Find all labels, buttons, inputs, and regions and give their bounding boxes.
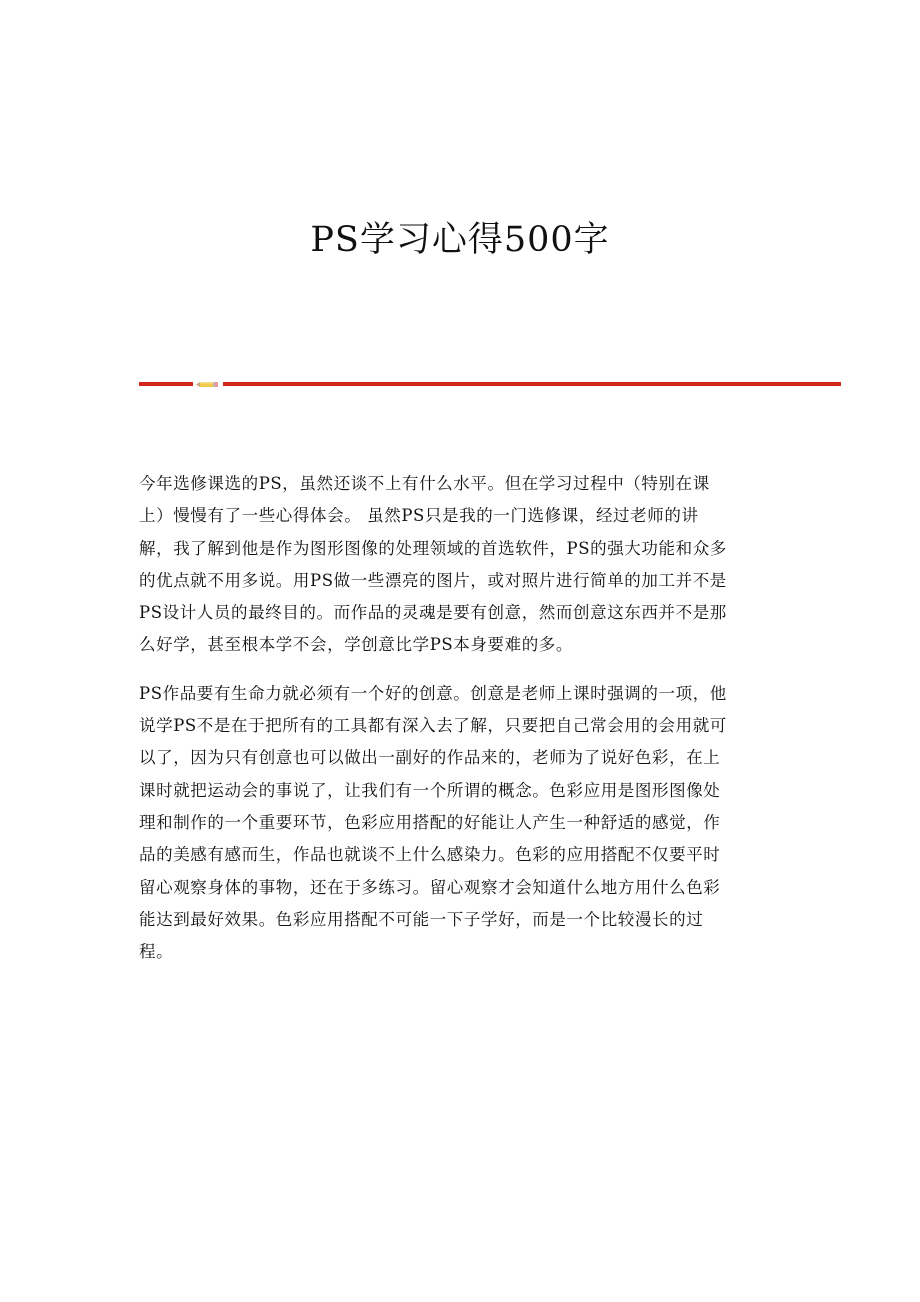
text-line: 程。	[139, 942, 174, 962]
text-line: 以了，因为只有创意也可以做出一副好的作品来的，老师为了说好色彩，在上	[139, 748, 721, 768]
text-line: 说学PS不是在于把所有的工具都有深入去了解，只要把自己常会用的会用就可	[139, 716, 727, 736]
divider-line-left	[139, 382, 193, 386]
text-line: PS设计人员的最终目的。而作品的灵魂是要有创意，然而创意这东西并不是那	[139, 603, 727, 623]
text-line: 品的美感有感而生，作品也就谈不上什么感染力。色彩的应用搭配不仅要平时	[139, 845, 721, 865]
text-line: 课时就把运动会的事说了，让我们有一个所谓的概念。色彩应用是图形图像处	[139, 780, 721, 800]
text-line: 理和制作的一个重要环节，色彩应用搭配的好能让人产生一种舒适的感觉，作	[139, 812, 721, 832]
text-line: 解，我了解到他是作为图形图像的处理领域的首选软件，PS的强大功能和众多	[139, 538, 727, 558]
document-title: PS学习心得500字	[310, 220, 610, 260]
text-line: 留心观察身体的事物，还在于多练习。留心观察才会知道什么地方用什么色彩	[139, 877, 721, 897]
title-divider	[139, 378, 841, 390]
text-line: 上）慢慢有了一些心得体会。 虽然PS只是我的一门选修课，经过老师的讲	[139, 506, 699, 526]
text-line: 能达到最好效果。色彩应用搭配不可能一下子学好，而是一个比较漫长的过	[139, 909, 704, 929]
paragraph	[139, 468, 785, 662]
text-line: PS作品要有生命力就必须有一个好的创意。创意是老师上课时强调的一项，他	[139, 683, 727, 703]
text-line: 的优点就不用多说。用PS做一些漂亮的图片，或对照片进行简单的加工并不是	[139, 570, 727, 590]
pencil-icon	[196, 381, 218, 388]
text-line: 么好学，甚至根本学不会，学创意比学PS本身要难的多。	[139, 635, 574, 655]
document-body	[139, 468, 785, 984]
text-line: 今年选修课选的PS，虽然还谈不上有什么水平。但在学习过程中（特别在课	[139, 474, 710, 493]
paragraph	[139, 678, 785, 969]
divider-line-right	[223, 382, 841, 386]
